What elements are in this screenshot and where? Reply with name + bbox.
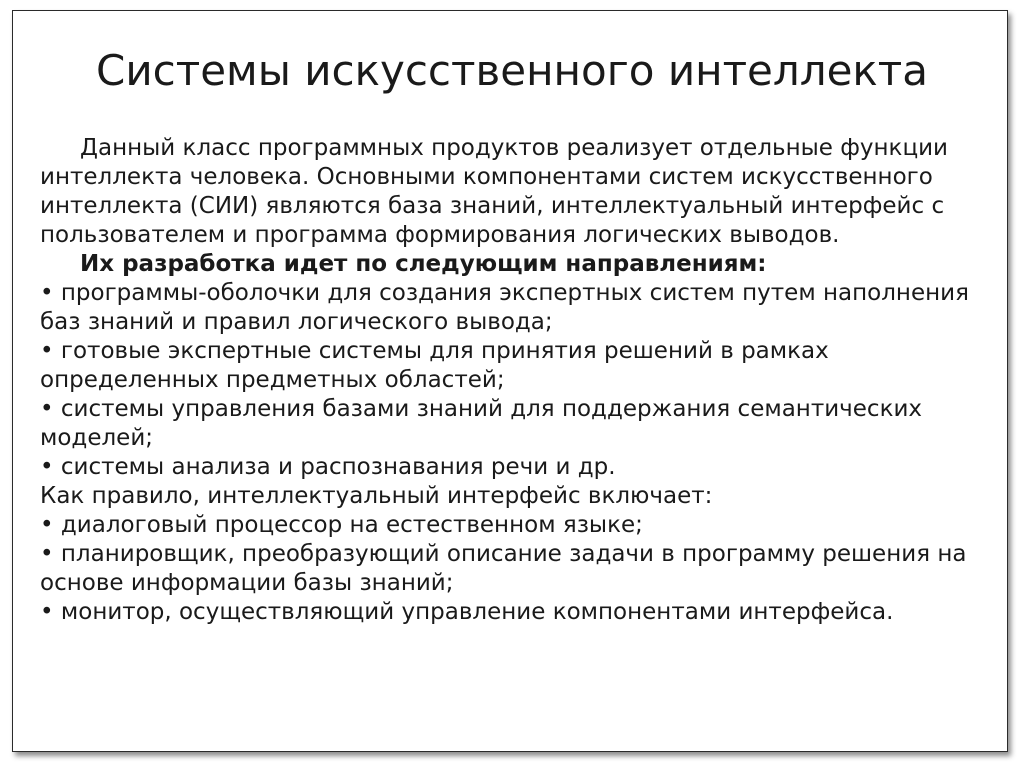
direction-item-text: готовые экспертные системы для принятия решений в рамках определенных предметных областей; <box>40 338 829 393</box>
interface-item <box>40 511 990 540</box>
bullet-icon: • <box>40 338 54 364</box>
direction-item <box>40 279 990 337</box>
interface-item-text: монитор, осуществляющий управление компонентами интерфейса. <box>60 599 894 625</box>
interface-item-text: планировщик, преобразующий описание задачи в программу решения на основе информации базы знаний; <box>40 541 967 596</box>
directions-heading: Их разработка идет по следующим направлениям: <box>80 251 767 277</box>
slide-body <box>40 134 990 627</box>
interface-heading: Как правило, интеллектуальный интерфейс включает: <box>40 483 713 509</box>
direction-item <box>40 337 990 395</box>
intro-paragraph: Данный класс программных продуктов реализует отдельные функции интеллекта человека. Основными компонентами систем искусственного интеллекта (СИИ) являются база знаний, интеллектуальный интерфейс с пользователем и программа формирования логических выводов. <box>40 135 948 248</box>
bullet-icon: • <box>40 599 54 625</box>
bullet-icon: • <box>40 454 54 480</box>
interface-item <box>40 540 990 598</box>
direction-item-text: программы-оболочки для создания экспертных систем путем наполнения баз знаний и правил логического вывода; <box>40 280 969 335</box>
slide-title: Системы искусственного интеллекта <box>96 46 928 95</box>
interface-item-text: диалоговый процессор на естественном языке; <box>60 512 643 538</box>
direction-item <box>40 453 990 482</box>
interface-item <box>40 598 990 627</box>
bullet-icon: • <box>40 541 54 567</box>
direction-item-text: системы анализа и распознавания речи и др. <box>60 454 616 480</box>
direction-item <box>40 395 990 453</box>
bullet-icon: • <box>40 396 54 422</box>
bullet-icon: • <box>40 280 54 306</box>
direction-item-text: системы управления базами знаний для поддержания семантических моделей; <box>40 396 923 451</box>
bullet-icon: • <box>40 512 54 538</box>
